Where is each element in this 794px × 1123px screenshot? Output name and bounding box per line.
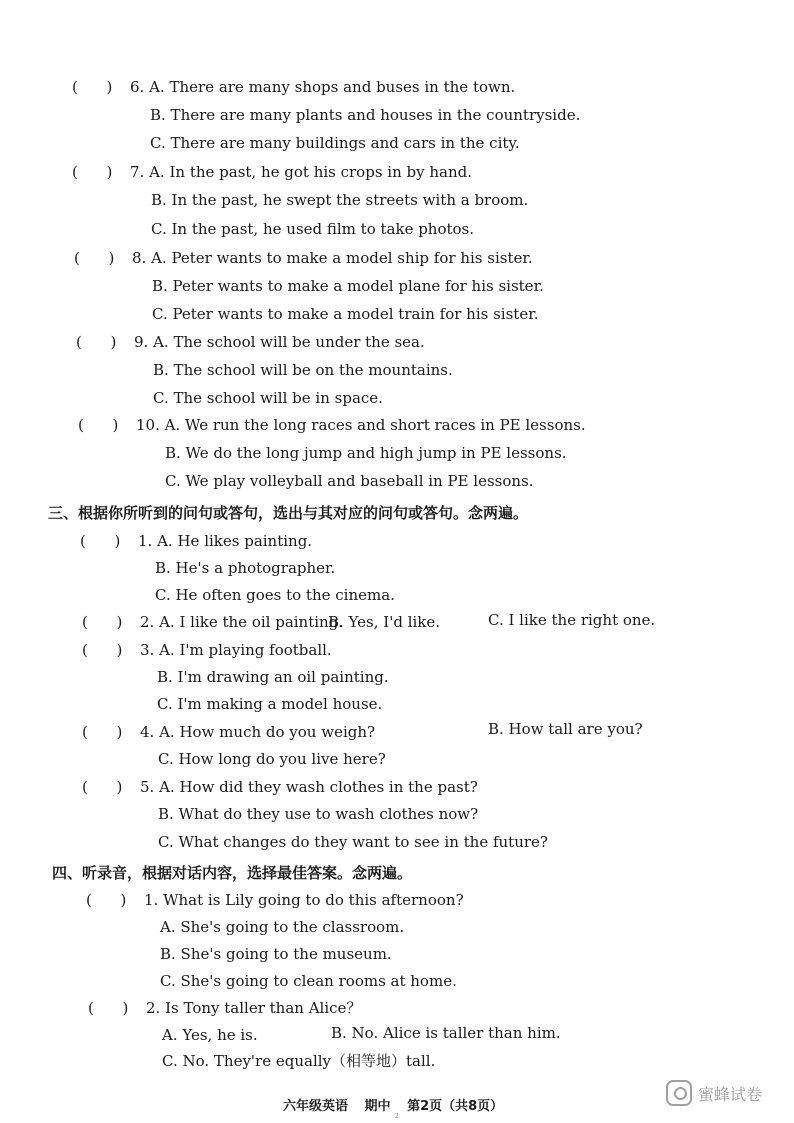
page-marker: 2 [395, 1113, 399, 1120]
question-10-option-b: B. We do the long jump and high jump in PE lessons. [165, 444, 567, 462]
question-7-option-b: B. In the past, he swept the streets with a broom. [151, 191, 529, 209]
part3-question-2-option-b: B. Yes, I'd like. [328, 613, 441, 631]
part4-question-1-option-c: C. She's going to clean rooms at home. [160, 972, 457, 990]
answer-blank[interactable]: ( ) [88, 999, 129, 1017]
part4-question-1-option-a: A. She's going to the classroom. [160, 918, 405, 936]
answer-blank[interactable]: ( ) [72, 163, 113, 181]
question-8-option-b: B. Peter wants to make a model plane for his sister. [152, 277, 544, 295]
part4-question-1: ( ) 1. What is Lily going to do this afternoon? [86, 891, 464, 909]
question-9-option-a: ( ) 9. A. The school will be under the sea. [76, 333, 425, 351]
part3-question-4-option-c: C. How long do you live here? [158, 750, 386, 768]
watermark [666, 1080, 762, 1106]
answer-blank[interactable]: ( ) [86, 891, 127, 909]
part3-question-5-option-b: B. What do they use to wash clothes now? [158, 805, 479, 823]
part3-question-3-option-a: ( ) 3. A. I'm playing football. [82, 641, 332, 659]
question-6-option-b: B. There are many plants and houses in the countryside. [150, 106, 581, 124]
section-4-heading: 四、听录音，根据对话内容，选择最佳答案。念两遍。 [52, 864, 413, 882]
part4-question-2: ( ) 2. Is Tony taller than Alice？ [88, 999, 362, 1017]
answer-blank[interactable]: ( ) [74, 249, 115, 267]
part4-question-2-option-c: C. No. They're equally（相等地）tall. [162, 1052, 436, 1070]
part3-question-3-option-c: C. I'm making a model house. [157, 695, 383, 713]
answer-blank[interactable]: ( ) [82, 723, 123, 741]
part3-question-5-option-a: ( ) 5. A. How did they wash clothes in the past? [82, 778, 478, 796]
question-8-option-c: C. Peter wants to make a model train for his sister. [152, 305, 539, 323]
part4-question-2-option-b: B. No. Alice is taller than him. [331, 1024, 561, 1042]
section-3-heading: 三、根据你所听到的问句或答句，选出与其对应的问句或答句。念两遍。 [48, 504, 529, 522]
answer-blank[interactable]: ( ) [76, 333, 117, 351]
question-10-option-c: C. We play volleyball and baseball in PE lessons. [165, 472, 534, 490]
part3-question-1-option-b: B. He's a photographer. [155, 559, 336, 577]
part3-question-2-option-a: ( ) 2. A. I like the oil painting. [82, 613, 344, 631]
footer-term: 期中 [364, 1099, 391, 1114]
question-7-option-c: C. In the past, he used film to take photos. [151, 220, 475, 238]
answer-blank[interactable]: ( ) [72, 78, 113, 96]
footer-grade: 六年级英语 [283, 1099, 349, 1114]
question-8-option-a: ( ) 8. A. Peter wants to make a model ship for his sister. [74, 249, 533, 267]
part3-question-1-option-a: ( ) 1. A. He likes painting. [80, 532, 313, 550]
answer-blank[interactable]: ( ) [82, 641, 123, 659]
footer-page: 第2页（共8页） [407, 1099, 504, 1114]
question-9-option-c: C. The school will be in space. [153, 389, 383, 407]
part3-question-3-option-b: B. I'm drawing an oil painting. [157, 668, 389, 686]
question-6-option-c: C. There are many buildings and cars in the city. [150, 134, 520, 152]
answer-blank[interactable]: ( ) [80, 532, 121, 550]
question-6-option-a: ( ) 6. A. There are many shops and buses in the town. [72, 78, 516, 96]
part3-question-4-option-b: B. How tall are you? [488, 720, 643, 738]
answer-blank[interactable]: ( ) [82, 778, 123, 796]
question-7-option-a: ( ) 7. A. In the past, he got his crops in by hand. [72, 163, 472, 181]
bee-logo-icon [666, 1080, 692, 1106]
question-9-option-b: B. The school will be on the mountains. [153, 361, 453, 379]
question-10-option-a: ( ) 10. A. We run the long races and short races in PE lessons. [78, 416, 586, 434]
part3-question-2-option-c: C. I like the right one. [488, 611, 656, 629]
watermark-text: 蜜蜂试卷 [698, 1084, 763, 1104]
part4-question-1-option-b: B. She's going to the museum. [160, 945, 392, 963]
part3-question-5-option-c: C. What changes do they want to see in the future? [158, 833, 548, 851]
part3-question-1-option-c: C. He often goes to the cinema. [155, 586, 395, 604]
page-footer [283, 1095, 515, 1114]
part4-question-2-option-a: A. Yes, he is. [162, 1026, 258, 1044]
answer-blank[interactable]: ( ) [82, 613, 123, 631]
answer-blank[interactable]: ( ) [78, 416, 119, 434]
part3-question-4-option-a: ( ) 4. A. How much do you weigh? [82, 723, 376, 741]
